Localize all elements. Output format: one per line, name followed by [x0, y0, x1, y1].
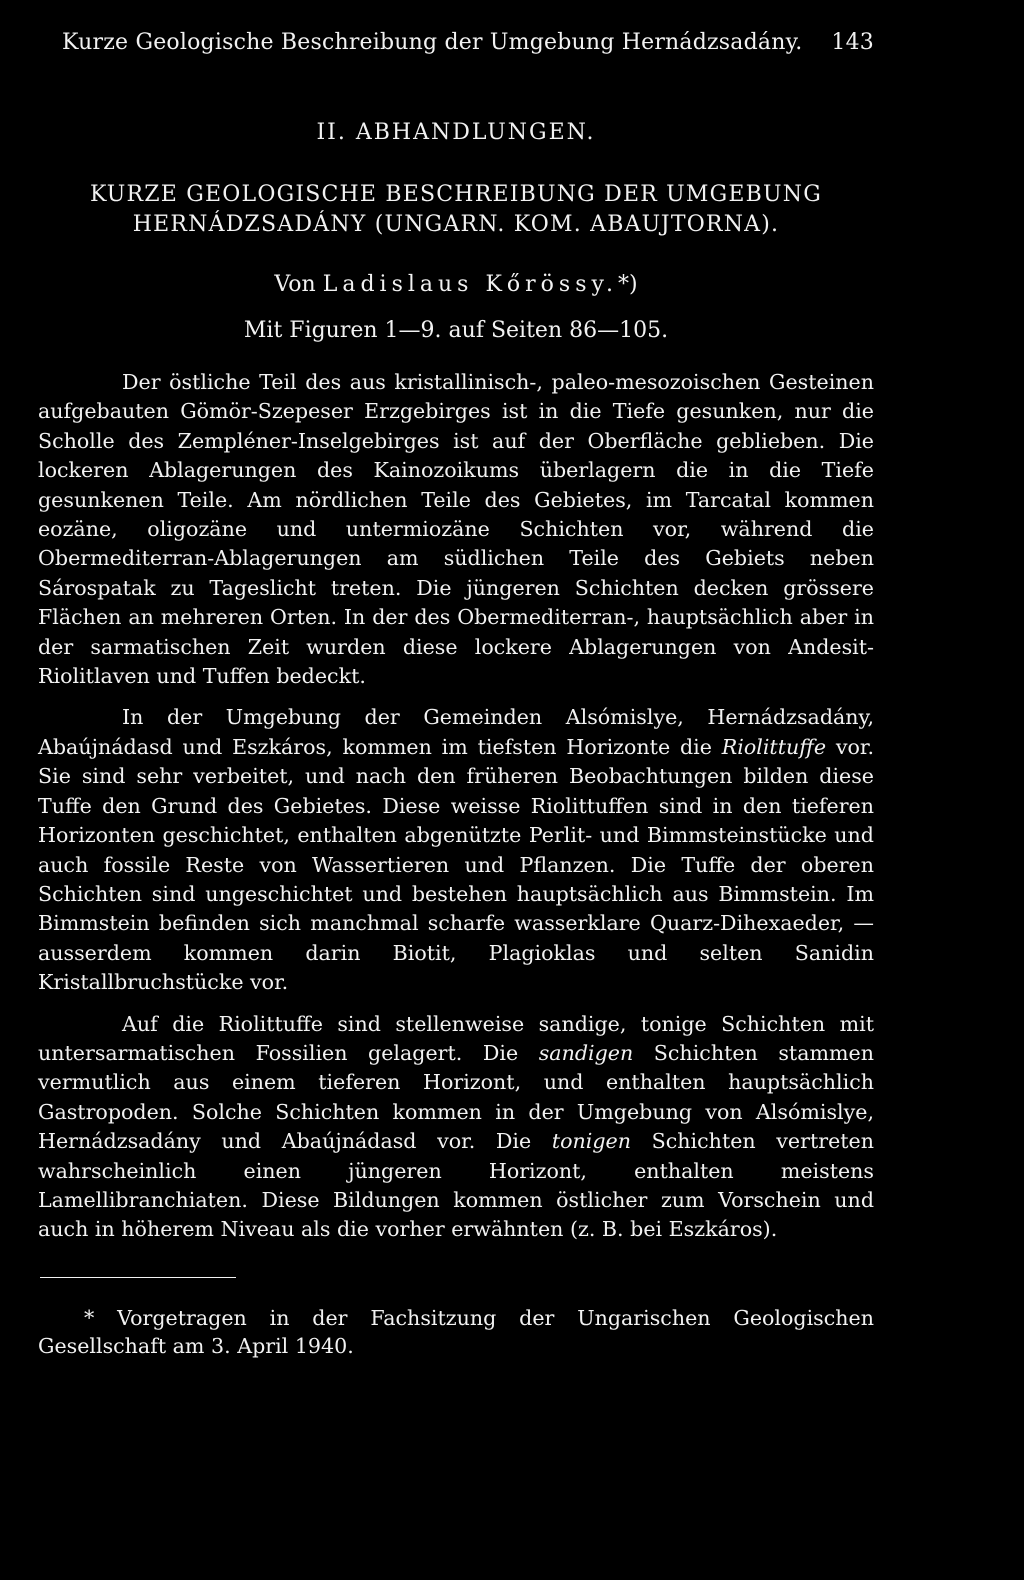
paragraph-3-text-c: Schichten vertreten wahrscheinlich einen jüngeren Horizont, enthalten meistens Lamellibranchiaten. Diese Bildungen kommen östlicher zum Vorschein und auch in höherem Niveau als die vorher erwähnten (z. B. bei Eszkáros). — [38, 1129, 875, 1242]
article-title — [38, 180, 874, 240]
paragraph-2-italic-term: Riolittuffe — [721, 734, 827, 759]
section-heading: II. ABHANDLUNGEN. — [316, 120, 596, 145]
author-line — [38, 270, 874, 300]
author-prefix: Von — [274, 272, 316, 297]
document-page — [38, 28, 874, 1360]
footnote: * Vorgetragen in der Fachsitzung der Ungarischen Geologischen Gesellschaft am 3. April 1940. — [38, 1305, 874, 1358]
paragraph-2-text-end: vor. Sie sind sehr verbeitet, und nach den früheren Beobachtungen bilden diese Tuffe den Grund des Gebietes. Diese weisse Riolittuffen sind in den tieferen Horizonten geschichtet, enthalten abgenützte Perlit- und Bimmsteinstücke und auch fossile Reste von Wassertieren und Pflanzen. Die Tuffe der oberen Schichten sind ungeschichtet und bestehen hauptsächlich aus Bimmstein. Im Bimmstein befinden sich manchmal scharfe wasserklare Quarz-Dihexaeder, — ausserdem kommen darin Biotit, Plagioklas und selten Sanidin Kristallbruchstücke vor. — [38, 734, 874, 995]
paragraph-1: Der östliche Teil des aus kristallinisch-, paleo-mesozoischen Gesteinen aufgebauten Gömör-Szepeser Erzgebirges ist in die Tiefe gesunken, nur die Scholle des Zempléner-Inselgebirges ist auf der Oberfläche geblieben. Die lockeren Ablagerungen des Kainozoikums überlagern die in die Tiefe gesunkenen Teile. Am nördlichen Teile des Gebietes, im Tarcatal kommen eozäne, oligozäne und untermiozäne Schichten vor, während die Obermediterran-Ablagerungen am südlichen Teile des Gebiets neben Sárospatak zu Tageslicht treten. Die jüngeren Schichten decken grössere Flächen an mehreren Orten. In der des Obermediterran-, hauptsächlich aber in der sarmatischen Zeit wurden diese lockere Ablagerungen von Andesit-Riolitlaven und Tuffen bedeckt. — [38, 370, 874, 689]
paragraph-2 — [38, 703, 874, 997]
paragraph-3-text-a: Auf die Riolittuffe sind stellenweise sandige, tonige Schichten mit untersarmatischen Fossilien gelagert. Die — [38, 1011, 874, 1065]
paragraph-3-italic-tonigen: tonigen — [551, 1129, 632, 1154]
running-head — [38, 28, 874, 58]
paragraph-3-text-b: Schichten stammen vermutlich aus einem tieferen Horizont, und enthalten hauptsächlich Gastropoden. Solche Schichten kommen in der Umgebung von Alsómislye, Hernádzsadány und Abaújnádasd vor. Die — [38, 1040, 874, 1154]
author-name: Ladislaus Kőrössy. — [322, 272, 618, 297]
footnote-divider — [40, 1277, 236, 1278]
page-number: 143 — [831, 30, 874, 55]
paragraph-2-text-start: In der Umgebung der Gemeinden Alsómislye, Hernádzsadány, Abaújnádasd und Eszkáros, kommen im tiefsten Horizonte die — [38, 705, 874, 759]
paragraph-3-italic-sandigen: sandigen — [538, 1040, 634, 1065]
running-head-title: Kurze Geologische Beschreibung der Umgebung Hernádzsadány. — [62, 30, 803, 55]
figures-note: Mit Figuren 1—9. auf Seiten 86—105. — [243, 318, 669, 343]
article-body — [38, 368, 874, 1245]
article-title-line-2: HERNÁDZSADÁNY (UNGARN. KOM. ABAUJTORNA). — [132, 212, 780, 237]
footnote-marker: *) — [617, 272, 638, 297]
paragraph-3 — [38, 1010, 874, 1245]
article-title-line-1: KURZE GEOLOGISCHE BESCHREIBUNG DER UMGEBUNG — [89, 182, 823, 207]
